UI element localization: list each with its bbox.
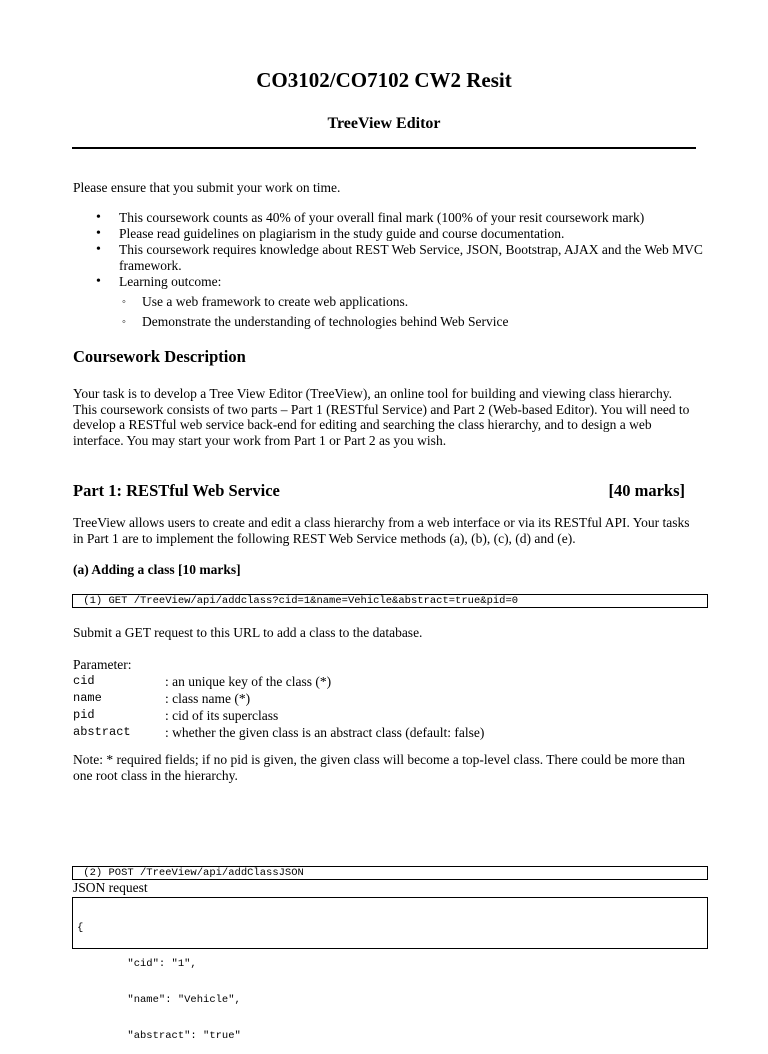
section-heading-part1: Part 1: RESTful Web Service: [73, 481, 280, 500]
code-line: {: [77, 922, 84, 934]
code-line: "name": "Vehicle",: [77, 994, 241, 1006]
json-request-label: JSON request: [73, 880, 148, 895]
intro-text: Please ensure that you submit your work on time.: [73, 180, 341, 195]
list-item: • Please read guidelines on plagiarism in the study guide and course documentation.: [73, 226, 703, 242]
parameter-desc: : class name (*): [165, 691, 251, 706]
description-text: Your task is to develop a Tree View Editor (TreeView), an online tool for building and viewing class hierarchy. This coursework consists of two parts – Part 1 (RESTful Service) and Part 2 (Web-based Editor). You will need to develop a RESTful web service back-end for editing and searching the class hierarchy, and to design a web interface. You may start your work from Part 1 or Part 2 as you wish.: [73, 386, 690, 448]
title-divider: [72, 147, 696, 149]
list-item: ◦ Demonstrate the understanding of technologies behind Web Service: [119, 314, 703, 330]
code-line: "abstract": "true": [77, 1030, 241, 1042]
parameter-desc: : an unique key of the class (*): [165, 674, 332, 689]
list-item: • This coursework requires knowledge about REST Web Service, JSON, Bootstrap, AJAX and the Web MVC framework.: [73, 242, 703, 274]
parameter-row: [73, 690, 713, 707]
learning-outcome-label: Learning outcome:: [119, 274, 222, 289]
part1-text: TreeView allows users to create and edit a class hierarchy from a web interface or via its RESTful API. Your tasks in Part 1 are to implement the following REST Web Service methods (a), (b), (c), (d) and (e).: [73, 515, 690, 546]
note-text: Note: * required fields; if no pid is given, the given class will become a top-level class. There could be more than one root class in the hierarchy.: [73, 752, 685, 783]
parameter-name: cid: [73, 674, 95, 688]
submit-text: Submit a GET request to this URL to add a class to the database.: [73, 625, 423, 640]
endpoint-get-addclass: (1) GET /TreeView/api/addclass?cid=1&name=Vehicle&abstract=true&pid=0: [72, 594, 708, 608]
list-item: ◦ Use a web framework to create web applications.: [119, 294, 703, 310]
parameter-label-row: [73, 656, 713, 673]
parameter-name: abstract: [73, 725, 131, 739]
parameter-name: name: [73, 691, 102, 705]
document-title: CO3102/CO7102 CW2 Resit: [256, 68, 512, 92]
requirements-list: [73, 210, 703, 334]
part1-marks: [40 marks]: [608, 481, 685, 500]
endpoint-post-addclassjson: (2) POST /TreeView/api/addClassJSON: [72, 866, 708, 880]
parameter-desc: : cid of its superclass: [165, 708, 279, 723]
parameter-row: [73, 673, 713, 690]
code-line: "cid": "1",: [77, 958, 197, 970]
document-subtitle: TreeView Editor: [327, 115, 441, 132]
parameter-list: [73, 656, 713, 741]
parameter-row: [73, 707, 713, 724]
list-item: • This coursework counts as 40% of your overall final mark (100% of your resit coursework mark): [73, 210, 703, 226]
parameter-desc: : whether the given class is an abstract class (default: false): [165, 725, 485, 740]
subsection-heading-a: (a) Adding a class [10 marks]: [73, 562, 241, 577]
parameter-row: [73, 724, 713, 741]
parameter-name: pid: [73, 708, 95, 722]
parameter-label: Parameter:: [73, 657, 132, 672]
learning-outcomes-list: [119, 294, 703, 330]
section-heading-description: Coursework Description: [73, 347, 246, 366]
list-item: [73, 274, 703, 330]
json-request-code: [72, 897, 708, 1042]
